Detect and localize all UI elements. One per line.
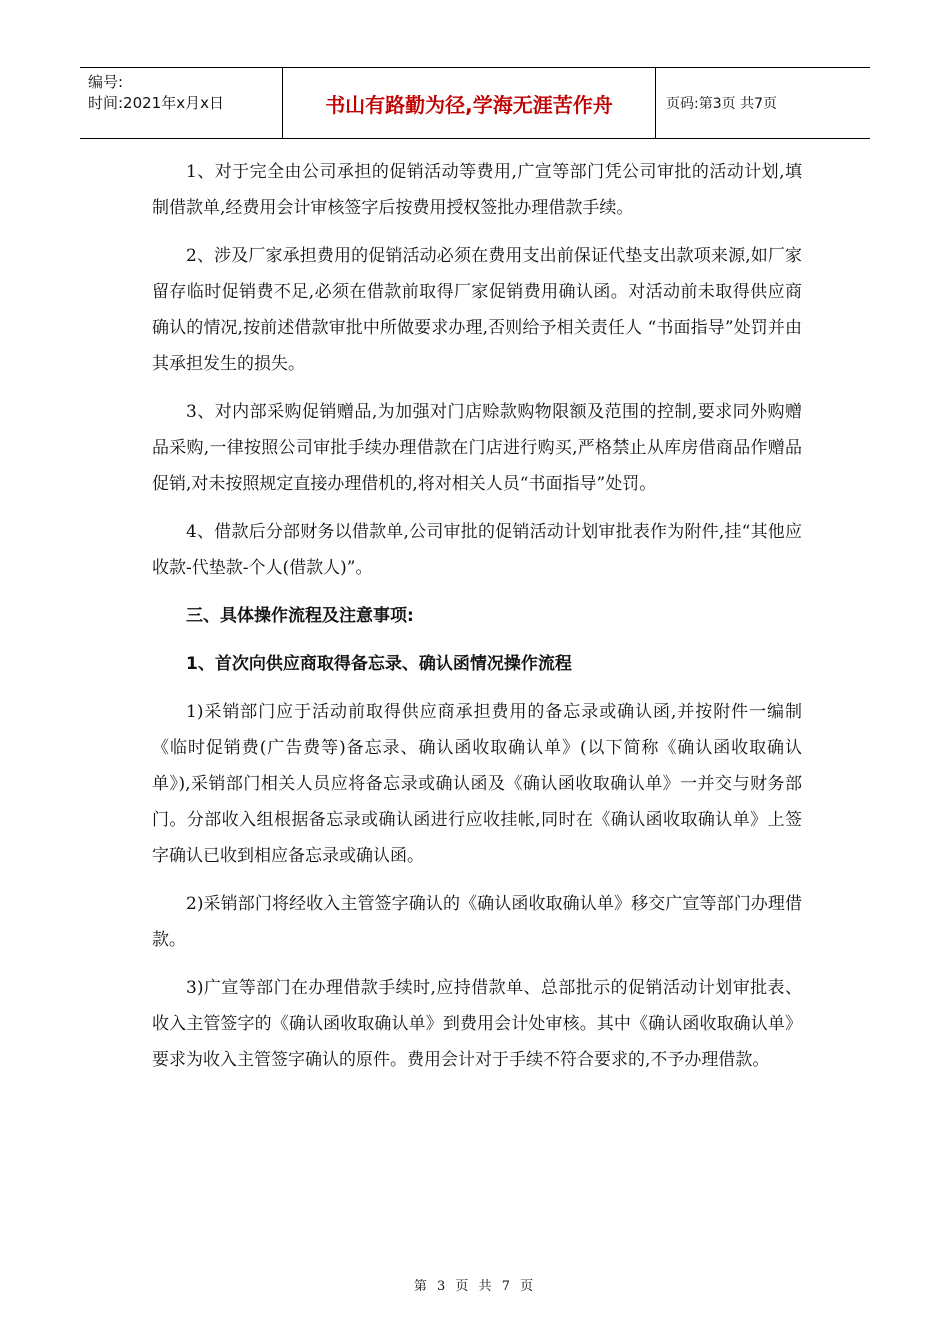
paragraph: 4、借款后分部财务以借款单,公司审批的促销活动计划审批表作为附件,挂“其他应收款-代垫款-个人(借款人)”。 xyxy=(152,522,802,578)
section-heading: 三、具体操作流程及注意事项: xyxy=(186,606,414,626)
header-page-info: 页码:第3页 共7页 xyxy=(666,96,777,112)
header-motto: 书山有路勤为径,学海无涯苦作舟 xyxy=(283,68,656,138)
paragraph: 3、对内部采购促销赠品,为加强对门店赊款购物限额及范围的控制,要求同外购赠品采购,一律按照公司审批手续办理借款在门店进行购买,严格禁止从库房借商品作赠品促销,对未按照规定直接办理借机的,将对相关人员“书面指导”处罚。 xyxy=(152,402,802,494)
page-header xyxy=(80,67,870,139)
doc-time-label: 时间:2021年x月x日 xyxy=(88,94,224,112)
paragraph: 1)采销部门应于活动前取得供应商承担费用的备忘录或确认函,并按附件一编制《临时促销费(广告费等)备忘录、确认函收取确认单》(以下简称《确认函收取确认单》),采销部门相关人员应将备忘录或确认函及《确认函收取确认单》一并交与财务部门。分部收入组根据备忘录或确认函进行应收挂帐,同时在《确认函收取确认单》上签字确认已收到相应备忘录或确认函。 xyxy=(152,702,802,866)
page-footer: 第 3 页 共 7 页 xyxy=(413,1279,537,1294)
paragraph: 3)广宣等部门在办理借款手续时,应持借款单、总部批示的促销活动计划审批表、收入主管签字的《确认函收取确认单》到费用会计处审核。其中《确认函收取确认单》要求为收入主管签字确认的原件。费用会计对于手续不符合要求的,不予办理借款。 xyxy=(152,978,802,1070)
paragraph: 2、涉及厂家承担费用的促销活动必须在费用支出前保证代垫支出款项来源,如厂家留存临时促销费不足,必须在借款前取得厂家促销费用确认函。对活动前未取得供应商确认的情况,按前述借款审批中所做要求办理,否则给予相关责任人 “书面指导”处罚并由其承担发生的损失。 xyxy=(152,246,802,374)
subsection-heading: 1、首次向供应商取得备忘录、确认函情况操作流程 xyxy=(186,654,572,674)
paragraph: 1、对于完全由公司承担的促销活动等费用,广宣等部门凭公司审批的活动计划,填制借款单,经费用会计审核签字后按费用授权签批办理借款手续。 xyxy=(152,162,802,218)
document-body xyxy=(152,154,802,1090)
header-meta xyxy=(80,68,283,138)
doc-number-label: 编号: xyxy=(88,73,124,91)
paragraph: 2)采销部门将经收入主管签字确认的《确认函收取确认单》移交广宣等部门办理借款。 xyxy=(152,894,802,950)
